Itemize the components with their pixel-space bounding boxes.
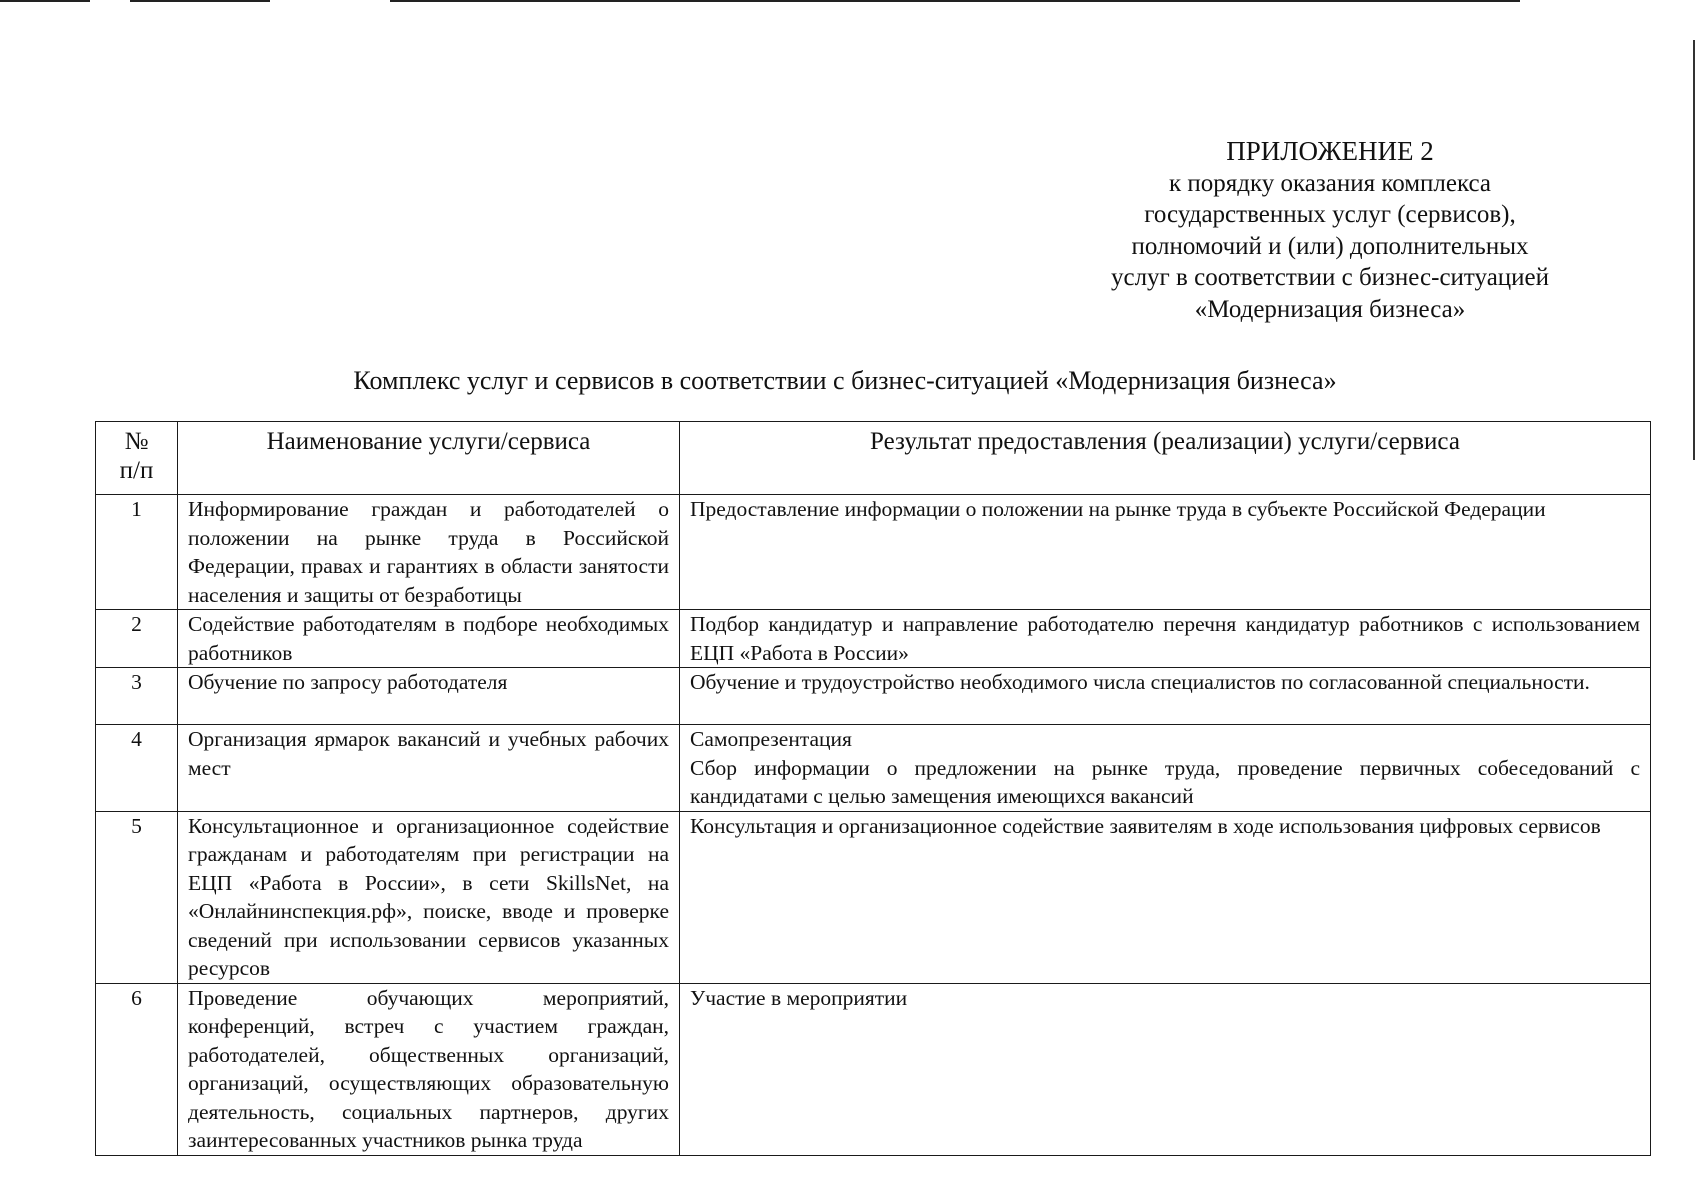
header-result: Результат предоставления (реализации) услуги/сервиса (680, 422, 1651, 495)
header-name: Наименование услуги/сервиса (178, 422, 680, 495)
table-row (96, 495, 1651, 610)
header-number-line: № (124, 428, 149, 455)
service-name: Содействие работодателям в подборе необходимых работников (178, 610, 680, 668)
header-number (96, 422, 178, 495)
table-header-row (96, 422, 1651, 495)
scan-edge-line (130, 0, 270, 2)
row-number: 6 (96, 983, 178, 1155)
appendix-line: государственных услуг (сервисов), (1144, 201, 1516, 228)
table-row (96, 610, 1651, 668)
row-number: 4 (96, 725, 178, 812)
row-number: 1 (96, 495, 178, 610)
header-number-line: п/п (119, 456, 154, 484)
result-line: Предоставление информации о положении на рынке труда в субъекте Российской Федерации (690, 497, 1546, 521)
row-number: 2 (96, 610, 178, 668)
row-number: 5 (96, 811, 178, 983)
appendix-line: к порядку оказания комплекса (1168, 169, 1492, 197)
scan-edge-line (390, 0, 1520, 2)
table-row (96, 668, 1651, 725)
service-result (680, 811, 1651, 983)
row-number: 3 (96, 668, 178, 725)
appendix-line: услуг в соответствии с бизнес-ситуацией (1110, 264, 1550, 291)
service-name: Проведение обучающих мероприятий, конференций, встреч с участием граждан, работодателей, общественных организаций, организаций, осуществляющих образовательную деятельность, социальных партнеров, других заинтересованных участников рынка труда (178, 983, 680, 1155)
appendix-line: «Модернизация бизнеса» (1194, 295, 1466, 323)
services-table (95, 421, 1651, 1156)
scan-edge-line (0, 0, 90, 2)
result-line: Консультация и организационное содействие заявителям в ходе использования цифровых сервисов (690, 813, 1601, 838)
result-line: Самопрезентация (690, 727, 852, 751)
service-name: Информирование граждан и работодателей о положении на рынке труда в Российской Федерации, правах и гарантиях в области занятости населения и защиты от безработицы (178, 495, 680, 610)
result-line: Сбор информации о предложении на рынке труда, проведение первичных собеседований с кандидатами с целью замещения имеющихся вакансий (690, 755, 1640, 808)
table-row (96, 725, 1651, 812)
service-result (680, 668, 1651, 725)
appendix-line: полномочий и (или) дополнительных (1131, 232, 1529, 260)
result-line: Подбор кандидатур и направление работодателю перечня кандидатур работников с использованием ЕЦП «Работа в России» (690, 612, 1640, 665)
service-name: Организация ярмарок вакансий и учебных рабочих мест (178, 725, 680, 812)
scan-edge-mark (1693, 40, 1695, 460)
result-line: Обучение и трудоустройство необходимого числа специалистов по согласованной специальности. (690, 670, 1590, 694)
service-result (680, 983, 1651, 1155)
service-result (680, 495, 1651, 610)
table-row (96, 811, 1651, 983)
service-result (680, 610, 1651, 668)
service-name: Консультационное и организационное содействие гражданам и работодателям при регистрации на ЕЦП «Работа в России», в сети SkillsNet, на «Онлайнинспекция.рф», поиске, вводе и проверке сведений при использовании сервисов указанных ресурсов (178, 811, 680, 983)
result-line: Участие в мероприятии (690, 985, 908, 1010)
document-title: Комплекс услуг и сервисов в соответствии с бизнес-ситуацией «Модернизация бизнеса» (353, 366, 1337, 395)
service-result (680, 725, 1651, 812)
appendix-heading: ПРИЛОЖЕНИЕ 2 (1226, 136, 1434, 166)
table-row (96, 983, 1651, 1155)
appendix-header (1060, 136, 1600, 325)
service-name: Обучение по запросу работодателя (178, 668, 680, 725)
